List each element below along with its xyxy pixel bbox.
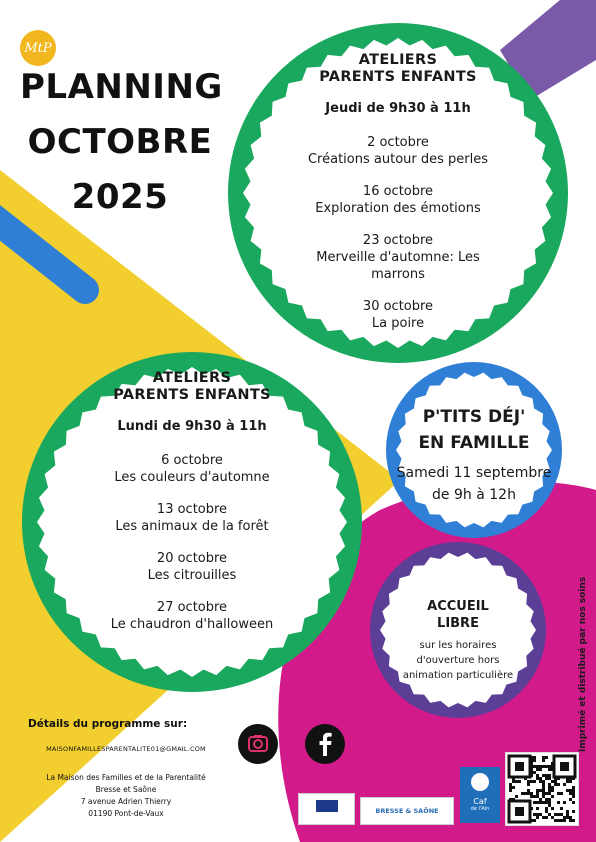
partner-logo-caf — [460, 767, 500, 823]
facebook-icon[interactable] — [305, 724, 345, 764]
event-item — [82, 501, 302, 535]
title-line-1: PLANNING — [20, 67, 223, 107]
event-desc: Le chaudron d'halloween — [110, 617, 274, 632]
event-item — [82, 599, 302, 633]
partner-logo-bresse — [360, 797, 454, 825]
circle-ptits-content — [384, 404, 564, 506]
address-line-2: 01190 Pont-de-Vaux — [88, 809, 164, 818]
qr-code-graphic — [506, 753, 578, 825]
event-date: 6 octobre — [161, 453, 223, 468]
circle-left-heading-2: PARENTS ENFANTS — [113, 387, 271, 403]
event-date: 13 octobre — [156, 502, 228, 517]
event-desc: Les couleurs d'automne — [114, 470, 270, 485]
org-name-2: Bresse et Saône — [95, 785, 157, 794]
event-date: 30 octobre — [362, 299, 434, 314]
instagram-icon[interactable] — [238, 724, 278, 764]
accueil-heading-2: LIBRE — [437, 616, 479, 631]
event-desc: Les animaux de la forêt — [115, 519, 269, 534]
caf-label-1: Caf — [473, 797, 487, 806]
ptits-heading-1: P'TITS DÉJ' — [422, 407, 526, 427]
circle-left-content — [82, 370, 302, 648]
accueil-heading-1: ACCUEIL — [427, 599, 489, 614]
bresse-logo-text: BRESSE & SAÔNE — [375, 807, 439, 815]
caf-label-2: de l'Ain — [470, 806, 490, 812]
circle-accueil-content — [392, 598, 524, 683]
details-label: Détails du programme sur: — [28, 718, 188, 730]
event-date: 2 octobre — [367, 135, 429, 150]
event-item — [288, 232, 508, 283]
event-item — [288, 134, 508, 168]
accueil-line-2: d'ouverture hors — [416, 655, 500, 666]
address-line-1: 7 avenue Adrien Thierry — [80, 797, 172, 806]
facebook-glyph — [305, 724, 345, 764]
event-item — [288, 183, 508, 217]
logo-text: MtP — [24, 40, 52, 56]
circle-top-heading-2: PARENTS ENFANTS — [319, 69, 477, 85]
accueil-line-3: animation particulière — [402, 670, 514, 681]
event-desc: La poire — [371, 316, 425, 331]
circle-left-schedule: Lundi de 9h30 à 11h — [117, 419, 267, 434]
qr-code[interactable] — [505, 752, 579, 826]
ptits-heading-2: EN FAMILLE — [418, 433, 530, 453]
partner-logo-ain — [298, 793, 355, 825]
event-item — [82, 550, 302, 584]
accueil-line-1: sur les horaires — [419, 640, 497, 651]
maison-logo — [20, 30, 56, 66]
event-desc: Merveille d'automne: Les marrons — [316, 250, 480, 282]
camera-glyph — [238, 724, 278, 764]
event-desc: Exploration des émotions — [315, 201, 481, 216]
org-name-1: La Maison des Familles et de la Parentalité — [46, 773, 206, 782]
circle-left-heading-1: ATELIERS — [152, 370, 232, 386]
circle-top-schedule: Jeudi de 9h30 à 11h — [325, 101, 471, 116]
email-link[interactable]: MAISONFAMILLESPARENTALITE01@GMAIL.COM — [46, 745, 206, 753]
ain-emblem — [316, 800, 338, 812]
ptits-line-2: de 9h à 12h — [432, 487, 516, 503]
event-date: 20 octobre — [156, 551, 228, 566]
title-line-3: 2025 — [71, 177, 169, 217]
event-date: 16 octobre — [362, 184, 434, 199]
event-date: 27 octobre — [156, 600, 228, 615]
event-item — [288, 298, 508, 332]
event-desc: Créations autour des perles — [307, 152, 488, 167]
caf-emblem — [471, 773, 489, 791]
side-print-notice: Imprimé et distribué par nos soins — [578, 576, 588, 752]
ptits-line-1: Samedi 11 septembre — [396, 465, 552, 481]
title-line-2: OCTOBRE — [27, 122, 213, 162]
circle-top-content — [288, 52, 508, 347]
event-item — [82, 452, 302, 486]
org-info — [26, 772, 226, 820]
event-date: 23 octobre — [362, 233, 434, 248]
event-desc: Les citrouilles — [147, 568, 237, 583]
circle-top-heading-1: ATELIERS — [358, 52, 438, 68]
